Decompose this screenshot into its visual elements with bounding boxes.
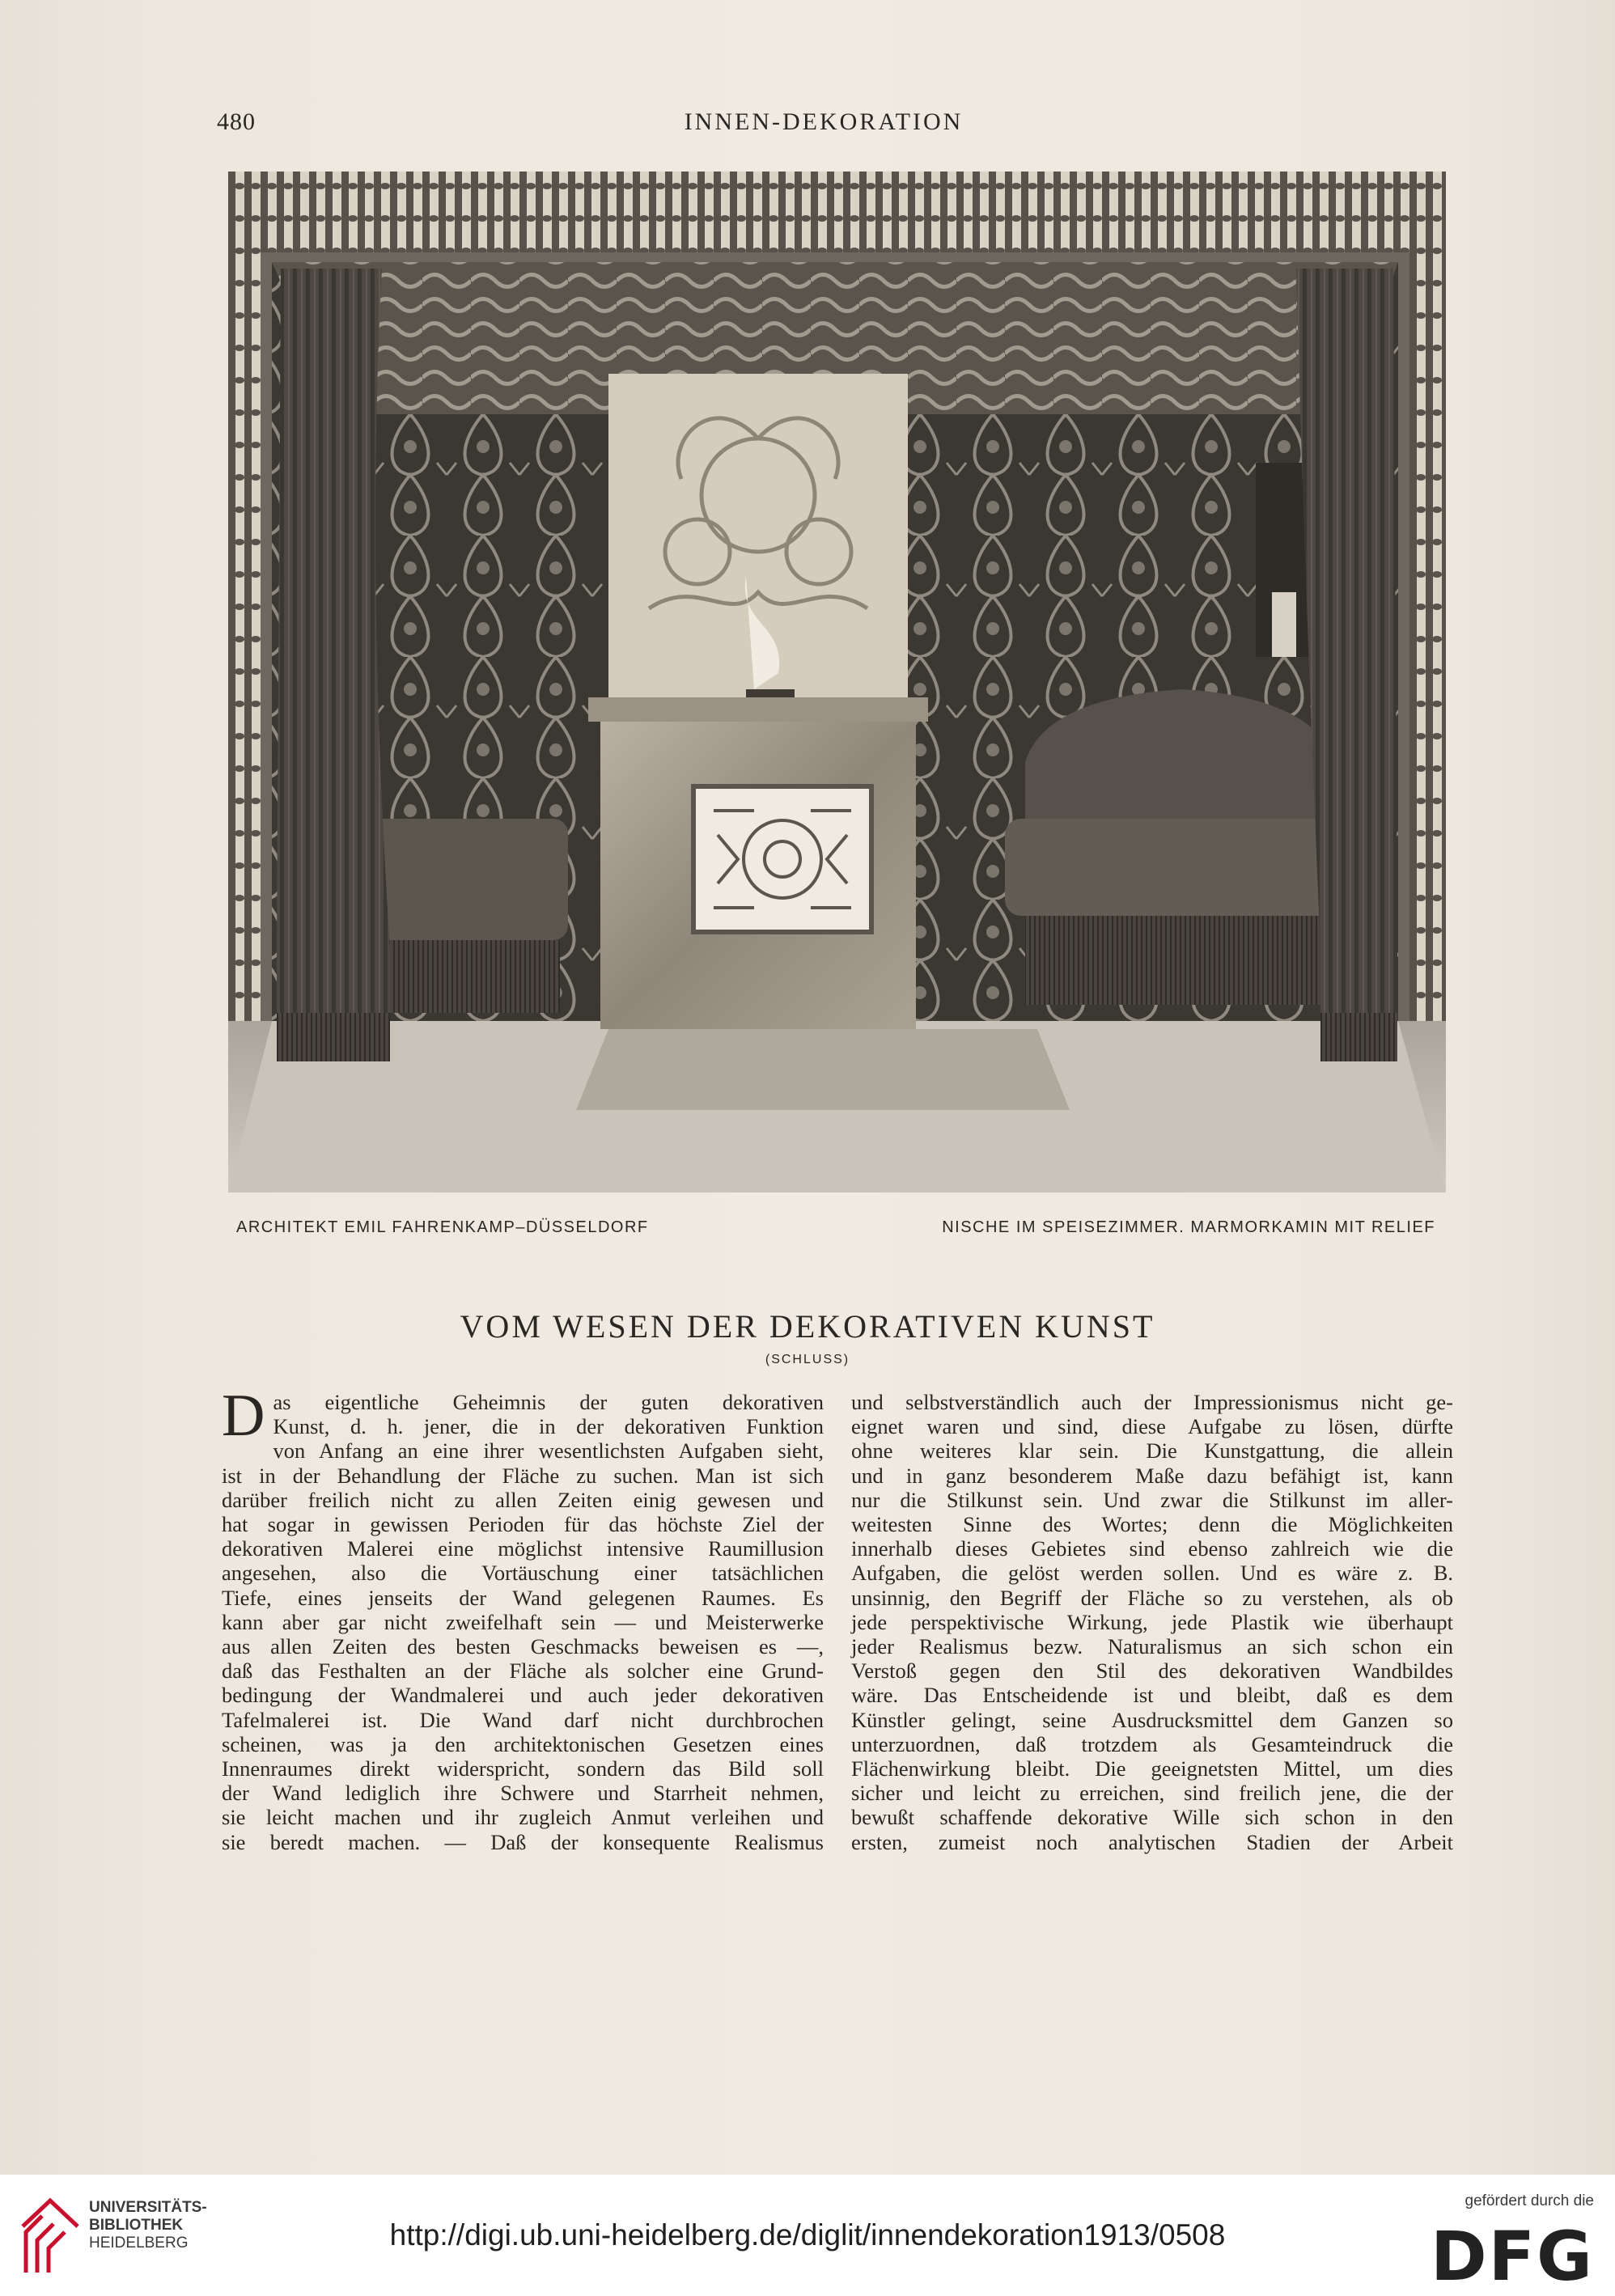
text-line: daß das Festhalten an der Fläche als solcher eine Grund- [222,1658,824,1684]
text-line: scheinen, was ja den architektonischen Gesetzen eines [222,1731,824,1756]
text-line: sie leicht machen und ihr zugleich Anmut verleihen und [222,1805,824,1830]
text-line: sicher und leicht zu erreichen, sind freilich jene, die der [851,1781,1453,1806]
text-line: darüber freilich nicht zu allen Zeiten einig gewesen und [222,1487,824,1512]
text-line: as eigentliche Geheimnis der guten dekorativen [273,1390,824,1414]
text-line: unsinnig, den Begriff der Fläche so zu verstehen, als ob [851,1585,1453,1610]
text-line: Tiefe, eines jenseits der Wand gelegenen Raumes. Es [222,1585,824,1610]
article-subtitle: (SCHLUSS) [765,1353,850,1366]
text-line: eignet waren und sind, diese Aufgabe zu lösen, dürfte [851,1414,1453,1439]
library-name: UNIVERSITÄTS- BIBLIOTHEK HEIDELBERG [89,2199,207,2252]
text-line: weitesten Sinne des Wortes; denn die Möglichkeiten [851,1512,1453,1537]
text-line: sie beredt machen. — Daß der konsequente Realismus [222,1829,824,1854]
text-line: bedingung der Wandmalerei und auch jeder dekorativen [222,1683,824,1708]
text-line: jede perspektivische Wirkung, jede Plastik wie überhaupt [851,1609,1453,1634]
text-line: Verstoß gegen den Stil des dekorativen Wandbildes [851,1658,1453,1684]
text-column-right [851,1390,1453,1854]
text-line: ersten, zumeist noch analytischen Stadien der Arbeit [851,1829,1453,1854]
text-line: unterzuordnen, daß trotzdem als Gesamteindruck die [851,1731,1453,1756]
text-line: der Wand lediglich ihre Schwere und Starrheit nehmen, [222,1781,824,1806]
text-line: jeder Realismus bezw. Naturalismus an sich schon ein [851,1634,1453,1659]
text-column-left [222,1383,824,1854]
text-line: von Anfang an eine ihrer wesentlichsten Aufgaben sieht, [273,1438,824,1464]
sponsor-label: gefördert durch die [1465,2192,1594,2209]
text-line: hat sogar in gewissen Perioden für das höchste Ziel der [222,1512,824,1537]
page-number: 480 [217,108,256,135]
text-line: bewußt schaffende dekorative Wille sich schon in den [851,1805,1453,1830]
text-line: Flächenwirkung bleibt. Die geeignetsten Mittel, um dies [851,1756,1453,1781]
text-line: aus allen Zeiten des besten Geschmacks beweisen es —, [222,1634,824,1659]
dfg-logo: DFG [1430,2217,1594,2296]
text-line: dekorativen Malerei eine möglichst intensive Raumillusion [222,1536,824,1561]
digitization-footer [0,2175,1615,2296]
text-line: Künstler gelingt, seine Ausdrucksmittel dem Ganzen so [851,1707,1453,1732]
text-line: Aufgaben, die gelöst werden sollen. Und es wäre z. B. [851,1561,1453,1586]
text-line: ist in der Behandlung der Fläche zu suchen. Man ist sich [222,1463,824,1488]
drop-cap: D [222,1383,265,1449]
photo-description-caption: NISCHE IM SPEISEZIMMER. MARMORKAMIN MIT RELIEF [942,1218,1435,1236]
source-url-link[interactable]: http://digi.ub.uni-heidelberg.de/diglit/innendekoration1913/0508 [389,2218,1226,2252]
photo-credit-caption: ARCHITEKT EMIL FAHRENKAMP–DÜSSELDORF [236,1218,649,1236]
text-line: Innenraumes direkt widerspricht, sondern das Bild soll [222,1756,824,1781]
text-line: ohne weiteres klar sein. Die Kunstgattung, die allein [851,1438,1453,1464]
interior-photograph [228,172,1446,1192]
text-line: wäre. Das Entscheidende ist und bleibt, daß es dem [851,1683,1453,1708]
text-line: Kunst, d. h. jener, die in der dekorativen Funktion [273,1414,824,1439]
text-line: angesehen, also die Vortäuschung einer tatsächlichen [222,1561,824,1586]
text-line: Tafelmalerei ist. Die Wand darf nicht durchbrochen [222,1707,824,1732]
running-title: INNEN-DEKORATION [684,108,964,135]
text-line: und in ganz besonderem Maße dazu befähigt ist, kann [851,1463,1453,1488]
text-line: und selbstverständlich auch der Impressionismus nicht ge- [851,1390,1453,1414]
text-line: kann aber gar nicht zweifelhaft sein — und Meisterwerke [222,1609,824,1634]
text-line: nur die Stilkunst sein. Und zwar die Stilkunst im aller- [851,1487,1453,1512]
article-title: VOM WESEN DER DEKORATIVEN KUNST [460,1308,1155,1345]
text-line: innerhalb dieses Gebietes sind ebenso zahlreich wie die [851,1536,1453,1561]
